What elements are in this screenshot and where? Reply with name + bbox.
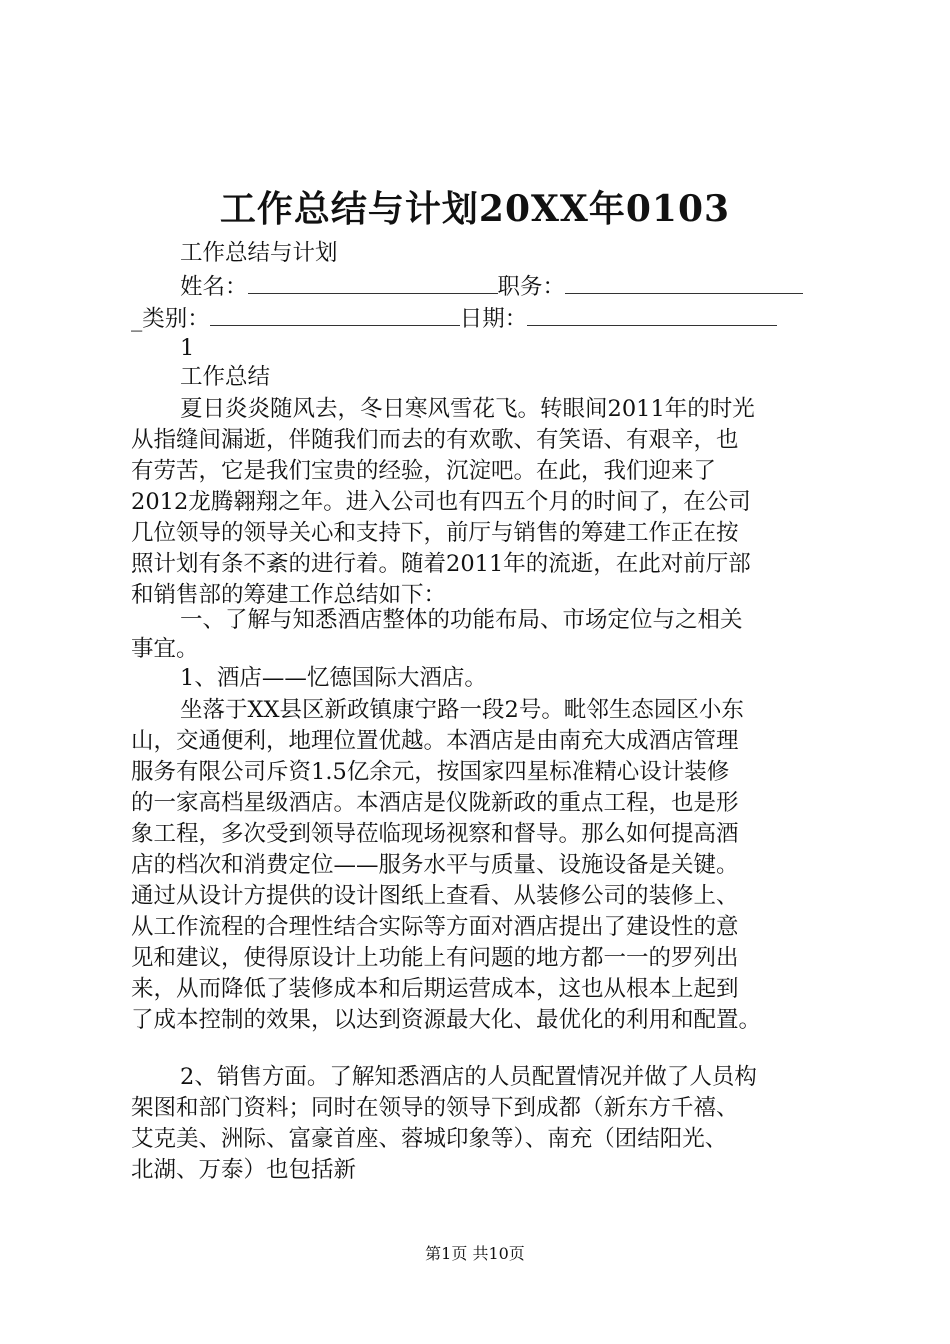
page-footer: 第1页 共10页 bbox=[425, 1244, 525, 1263]
paragraph-line: 坐落于XX县区新政镇康宁路一段2号。毗邻生态园区小东 bbox=[180, 697, 744, 723]
section-title: 工作总结 bbox=[180, 364, 271, 390]
date-label: 日期： bbox=[459, 306, 528, 332]
paragraph-line: 几位领导的领导关心和支持下，前厅与销售的筹建工作正在按 bbox=[131, 520, 739, 546]
paragraph-line: 2012龙腾翱翔之年。进入公司也有四五个月的时间了，在公司 bbox=[131, 489, 751, 515]
document-title: 工作总结与计划20XX年0103 bbox=[219, 188, 731, 230]
paragraph-line: 的一家高档星级酒店。本酒店是仪陇新政的重点工程，也是形 bbox=[131, 790, 739, 816]
paragraph-line: 艾克美、洲际、富豪首座、蓉城印象等）、南充（团结阳光、 bbox=[131, 1126, 728, 1152]
paragraph-line: 服务有限公司斥资1.5亿余元，按国家四星标准精心设计装修 bbox=[131, 759, 730, 785]
name-label: 姓名： bbox=[180, 274, 248, 300]
paragraph-line: 来，从而降低了装修成本和后期运营成本，这也从根本上起到 bbox=[131, 976, 739, 1002]
paragraph-line: 见和建议，使得原设计上功能上有问题的地方都一一的罗列出 bbox=[131, 945, 739, 971]
form-row-name-position bbox=[180, 271, 900, 302]
paragraph-line: 架图和部门资料；同时在领导的领导下到成都（新东方千禧、 bbox=[131, 1095, 739, 1121]
section-number: 1 bbox=[180, 335, 195, 361]
position-label: 职务： bbox=[497, 274, 566, 300]
paragraph-line: 从指缝间漏逝，伴随我们而去的有欢歌、有笑语、有艰辛，也 bbox=[131, 427, 739, 453]
paragraph-line: 照计划有条不紊的进行着。随着2011年的流逝，在此对前厅部 bbox=[131, 551, 751, 577]
paragraph-line: 1、酒店——忆德国际大酒店。 bbox=[180, 665, 487, 691]
paragraph-line: 店的档次和消费定位——服务水平与质量、设施设备是关键。 bbox=[131, 852, 739, 878]
paragraph-line: 北湖、万泰）也包括新 bbox=[131, 1157, 357, 1183]
category-prefix: _ bbox=[131, 306, 143, 332]
paragraph-line: 和销售部的筹建工作总结如下： bbox=[131, 582, 447, 608]
paragraph-line: 有劳苦，它是我们宝贵的经验，沉淀吧。在此，我们迎来了 bbox=[131, 458, 717, 484]
paragraph-line: 通过从设计方提供的设计图纸上查看、从装修公司的装修上、 bbox=[131, 883, 739, 909]
paragraph-line: 山，交通便利，地理位置优越。本酒店是由南充大成酒店管理 bbox=[131, 728, 739, 754]
position-blank bbox=[565, 271, 803, 294]
paragraph-line: 从工作流程的合理性结合实际等方面对酒店提出了建设性的意 bbox=[131, 914, 739, 940]
form-row-category-date bbox=[131, 303, 851, 334]
category-blank bbox=[210, 303, 460, 326]
category-label: 类别： bbox=[142, 306, 210, 332]
paragraph-line: 象工程，多次受到领导莅临现场视察和督导。那么如何提高酒 bbox=[131, 821, 739, 847]
paragraph-line: 2、销售方面。了解知悉酒店的人员配置情况并做了人员构 bbox=[180, 1064, 757, 1090]
document-subtitle: 工作总结与计划 bbox=[180, 240, 338, 266]
paragraph-line: 事宜。 bbox=[131, 636, 199, 662]
date-blank bbox=[527, 303, 777, 326]
name-blank bbox=[248, 271, 498, 294]
paragraph-line: 了成本控制的效果，以达到资源最大化、最优化的利用和配置。 bbox=[131, 1007, 762, 1033]
paragraph-line: 夏日炎炎随风去，冬日寒风雪花飞。转眼间2011年的时光 bbox=[180, 396, 755, 422]
paragraph-line: 一、了解与知悉酒店整体的功能布局、市场定位与之相关 bbox=[180, 607, 743, 633]
